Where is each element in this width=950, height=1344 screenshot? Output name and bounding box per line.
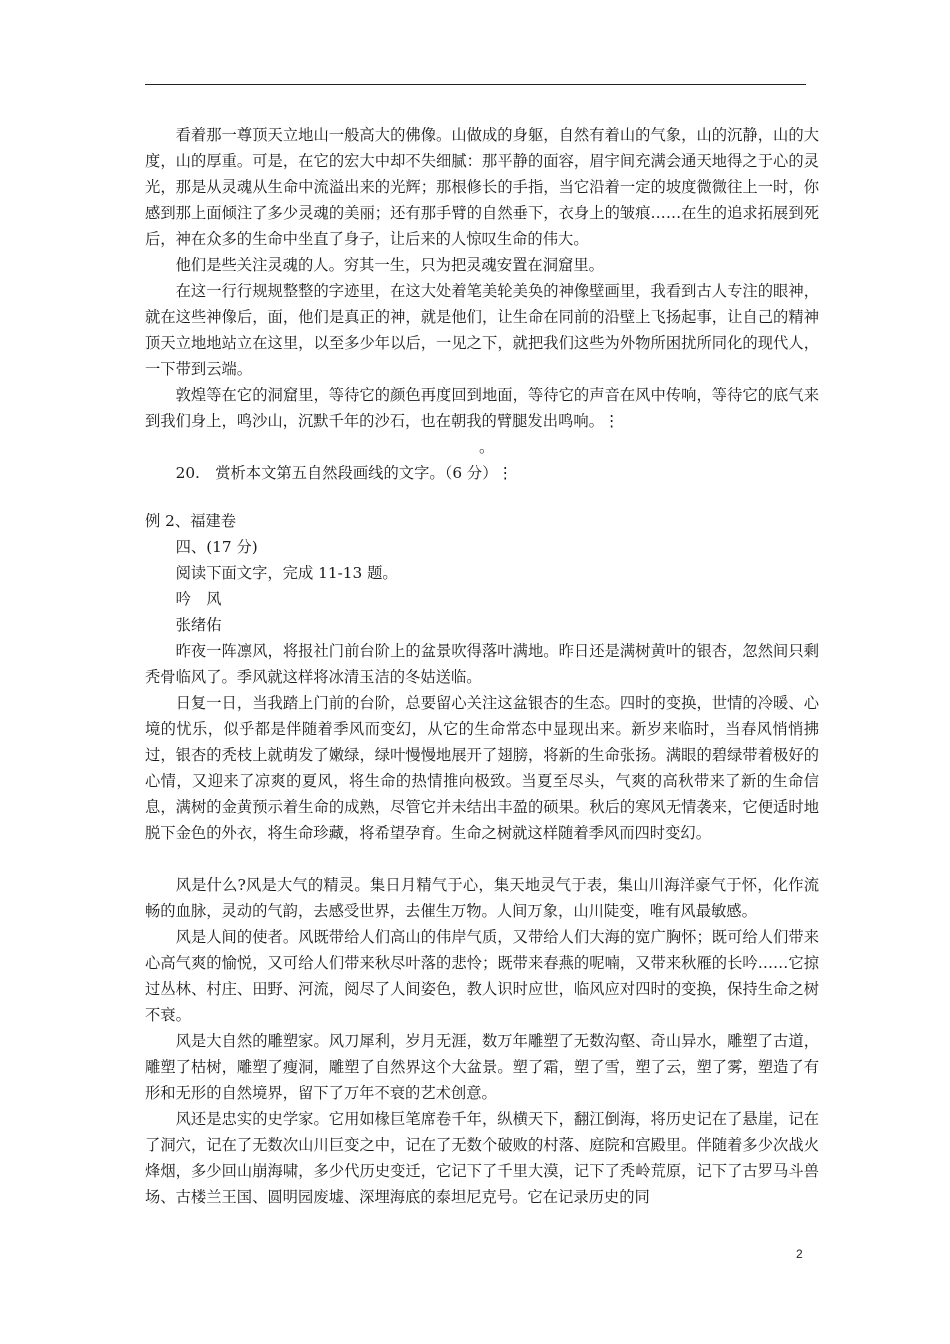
instruction: 阅读下面文字，完成 11-13 题。 — [175, 564, 398, 582]
question-20: 20. 赏析本文第五自然段画线的文字。（6 分）⋮ — [175, 464, 513, 482]
paragraph: 风是什么?风是大气的精灵。集日月精气于心，集天地灵气于表，集山川海洋豪气于怀，化作流畅的血脉，灵动的气韵，去感受世界，去催生万物。人间万象，山川陡变，唯有风最敏感。 — [145, 876, 819, 920]
paragraph: 日复一日，当我踏上门前的台阶，总要留心关注这盆银杏的生态。四时的变换，世情的冷暖、心境的忧乐，似乎都是伴随着季风而变幻，从它的生命常态中显现出来。新岁来临时，当春风悄悄拂过，银杏的秃枝上就萌发了嫩绿，绿叶慢慢地展开了翅膀，将新的生命张扬。满眼的碧绿带着极好的心情，又迎来了凉爽的夏风，将生命的热情推向极致。当夏至尽头，气爽的高秋带来了新的生命信息，满树的金黄预示着生命的成熟，尽管它并未结出丰盈的硕果。秋后的寒风无情袭来，它便适时地脱下金色的外衣，将生命珍藏，将希望孕育。生命之树就这样随着季风而四时变幻。 — [145, 694, 819, 842]
paragraph: 在这一行行规规整整的字迹里，在这大处着笔美轮美奂的神像壁画里，我看到古人专注的眼神，就在这些神像后，面，他们是真正的神，就是他们，让生命在同前的沿壁上飞扬起事，让自己的精神顶天立地地站立在这里，以至多少年以后，一见之下，就把我们这些为外物所困扰所同化的现代人，一下带到云端。 — [145, 282, 819, 378]
stray-dot: 。 — [479, 438, 495, 456]
paragraph: 昨夜一阵凛风，将报社门前台阶上的盆景吹得落叶满地。昨日还是满树黄叶的银杏，忽然间只剩秃骨临风了。季风就这样将冰清玉洁的冬姑送临。 — [145, 642, 819, 686]
paragraph: 风是人间的使者。风既带给人们高山的伟岸气质，又带给人们大海的宽广胸怀；既可给人们带来心高气爽的愉悦，又可给人们带来秋尽叶落的悲怜；既带来春燕的呢喃，又带来秋雁的长吟……它掠过丛林、村庄、田野、河流，阅尽了人间姿色，教人识时应世，临风应对四时的变换，保持生命之树不衰。 — [145, 928, 819, 1024]
paragraph: 风是大自然的雕塑家。风刀犀利，岁月无涯，数万年雕塑了无数沟壑、奇山异水，雕塑了古道，雕塑了枯树，雕塑了瘦洞，雕塑了自然界这个大盆景。塑了霜，塑了雪，塑了云，塑了雾，塑造了有形和无形的自然境界，留下了万年不衰的艺术创意。 — [145, 1032, 819, 1102]
article-title: 吟 风 — [175, 590, 222, 608]
paragraph: 他们是些关注灵魂的人。穷其一生，只为把灵魂安置在洞窟里。 — [175, 256, 604, 274]
paragraph: 风还是忠实的史学家。它用如椽巨笔席卷千年，纵横天下，翻江倒海，将历史记在了悬崖，记在了洞穴，记在了无数次山川巨变之中，记在了无数个破败的村落、庭院和宫殿里。伴随着多少次战火烽烟，多少回山崩海啸，多少代历史变迁，它记下了千里大漠，记下了秃岭荒原，记下了古罗马斗兽场、古楼兰王国、圆明园废墟、深埋海底的泰坦尼克号。它在记录历史的同 — [145, 1110, 819, 1206]
page-number: 2 — [796, 1247, 803, 1261]
paragraph-gap — [145, 846, 819, 872]
example-heading: 例 2、福建卷 — [145, 512, 237, 530]
paragraph: 看着那一尊顶天立地山一般高大的佛像。山做成的身躯，自然有着山的气象，山的沉静，山的大度，山的厚重。可是，在它的宏大中却不失细腻：那平静的面容，眉宇间充满会通天地得之于心的灵光，那是从灵魂从生命中流溢出来的光辉；那根修长的手指，当它沿着一定的坡度微微往上一时，你感到那上面倾注了多少灵魂的美丽；还有那手臂的自然垂下，衣身上的皱痕……在生的追求拓展到死后，神在众多的生命中坐直了身子，让后来的人惊叹生命的伟大。 — [145, 126, 819, 248]
section-label: 四、(17 分) — [175, 538, 258, 556]
header-rule — [145, 84, 806, 85]
article-author: 张绪佑 — [175, 616, 222, 634]
paragraph: 敦煌等在它的洞窟里，等待它的颜色再度回到地面，等待它的声音在风中传响，等待它的底气来到我们身上，鸣沙山，沉默千年的沙石，也在朝我的臂腿发出鸣响。⋮ — [145, 386, 819, 430]
document-body — [145, 122, 819, 1210]
